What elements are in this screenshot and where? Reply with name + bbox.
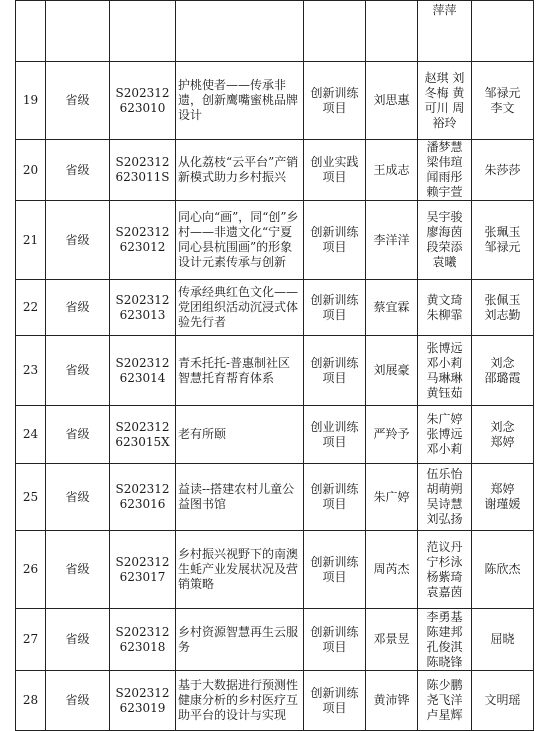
- cell-name: [176, 531, 304, 609]
- cell-type: [304, 280, 366, 336]
- cell-members: [418, 609, 472, 671]
- cell-members-text: 李勇基 陈建邦 孔俊淇 陈晓锋: [426, 609, 463, 669]
- cell-members-text: 朱广婷 张博远 邓小莉: [426, 412, 463, 456]
- cell-advisor-text: 刘念 邵璐霞: [484, 355, 521, 385]
- cell-leader: [366, 406, 418, 464]
- cell-type-text: 创新训练 项目: [310, 225, 359, 254]
- cell-name-text: 益读--搭建农村儿童公益图书馆: [178, 482, 295, 511]
- cell-code: [110, 609, 176, 671]
- cell-no: [16, 406, 46, 464]
- cell-code: [110, 280, 176, 336]
- table-row: [16, 201, 534, 280]
- cell-code-text: S202312 623012: [115, 225, 170, 254]
- cell-leader: [366, 1, 418, 62]
- cell-members: [418, 336, 472, 406]
- cell-members-text: 潘梦慧 梁伟瑄 闻雨彤 赖宇萱: [426, 140, 463, 199]
- cell-no-text: 22: [22, 300, 39, 314]
- table-row: [16, 531, 534, 609]
- cell-advisor-text: 张珮玉 邹禄元: [484, 225, 521, 254]
- cell-no: [16, 609, 46, 671]
- cell-members: [418, 280, 472, 336]
- table-body: [16, 1, 534, 731]
- cell-members: [418, 464, 472, 531]
- cell-code: [110, 1, 176, 62]
- cell-no: [16, 280, 46, 336]
- cell-type: [304, 140, 366, 201]
- cell-level-text: 省级: [65, 427, 90, 441]
- cell-code-text: S202312 623015X: [115, 419, 170, 449]
- cell-name: [176, 464, 304, 531]
- cell-members-text: 张博远 邓小莉 马琳琳 黄钰茹: [426, 340, 463, 400]
- cell-members-text: 陈少鹏 尧飞洋 卢星辉: [426, 678, 463, 722]
- cell-leader-text: 邓景昱: [373, 632, 410, 646]
- cell-leader: [366, 62, 418, 140]
- cell-advisor: [472, 609, 534, 671]
- cell-type: [304, 1, 366, 62]
- cell-type-text: 创业训练 项目: [310, 419, 359, 449]
- cell-level: [46, 1, 110, 62]
- cell-leader-text: 蔡宜霖: [373, 300, 410, 314]
- table-row: [16, 406, 534, 464]
- cell-type: [304, 62, 366, 140]
- cell-no-text: 27: [22, 632, 39, 646]
- cell-no-text: 25: [22, 489, 39, 504]
- cell-advisor-text: 陈欣杰: [484, 562, 521, 576]
- cell-advisor: [472, 1, 534, 62]
- cell-level: [46, 140, 110, 201]
- cell-no: [16, 464, 46, 531]
- cell-type-text: 创业实践 项目: [310, 155, 359, 184]
- cell-members: [418, 201, 472, 280]
- table-row-continued: [16, 1, 534, 62]
- cell-advisor-text: 刘念 郑婷: [490, 419, 515, 449]
- cell-name-text: 乡村振兴视野下的南澳生蚝产业发展状况及营销策略: [178, 547, 299, 591]
- cell-no: [16, 531, 46, 609]
- cell-code-text: S202312 623013: [115, 292, 170, 322]
- cell-name-text: 从化荔枝“云平台”产销新模式助力乡村振兴: [178, 155, 299, 184]
- cell-type-text: 创新训练 项目: [310, 355, 359, 385]
- cell-leader: [366, 464, 418, 531]
- cell-name-text: 老有所颐: [178, 427, 227, 441]
- cell-level-text: 省级: [65, 693, 90, 707]
- cell-code-text: S202312 623019: [115, 685, 170, 715]
- cell-type-text: 创新训练 项目: [310, 685, 359, 715]
- cell-advisor: [472, 62, 534, 140]
- project-table: [15, 0, 534, 731]
- cell-name: [176, 62, 304, 140]
- cell-code-text: S202312 623018: [115, 624, 170, 654]
- cell-advisor: [472, 464, 534, 531]
- table-row: [16, 336, 534, 406]
- cell-name: [176, 336, 304, 406]
- cell-no-text: 28: [22, 693, 39, 707]
- cell-members-text: 伍乐怡 胡萌朔 吴诗慧 刘弘扬: [426, 467, 463, 526]
- cell-type: [304, 531, 366, 609]
- cell-advisor-text: 郑婷 谢瑾媛: [484, 482, 521, 511]
- cell-name-text: 青禾托托-普惠制社区智慧托育帮育体系: [178, 355, 291, 385]
- cell-members-text: 赵琪 刘 冬梅 黄 可川 周 裕玲: [424, 70, 465, 130]
- cell-advisor-text: 张佩玉 刘志勤: [484, 292, 521, 322]
- table-row: [16, 140, 534, 201]
- cell-level-text: 省级: [65, 363, 90, 377]
- cell-name-text: 护桃使者——传承非遗，创新鹰嘴蜜桃品牌设计: [178, 78, 299, 122]
- cell-code: [110, 140, 176, 201]
- cell-name-text: 同心向“画”，同“创”乡村——非遗文化“宁夏同心县杭围画”的形象设计元素传承与创新: [178, 210, 299, 269]
- cell-name-text: 基于大数据进行预测性健康分析的乡村医疗互助平台的设计与实现: [178, 678, 299, 722]
- cell-level: [46, 406, 110, 464]
- cell-name: [176, 609, 304, 671]
- cell-leader: [366, 336, 418, 406]
- cell-advisor: [472, 140, 534, 201]
- cell-type-text: 创新训练 项目: [310, 482, 359, 511]
- cell-advisor: [472, 280, 534, 336]
- cell-name-text: 乡村资源智慧再生云服务: [178, 624, 299, 654]
- cell-members: [418, 62, 472, 140]
- cell-no-text: 20: [22, 162, 39, 177]
- cell-level-text: 省级: [65, 93, 90, 107]
- cell-name-text: 传承经典红色文化——党团组织活动沉浸式体验先行者: [178, 285, 299, 329]
- cell-advisor: [472, 201, 534, 280]
- cell-members: 萍萍: [418, 1, 472, 62]
- cell-level: [46, 201, 110, 280]
- cell-level: [46, 464, 110, 531]
- cell-no-text: 19: [22, 93, 39, 107]
- cell-code-text: S202312 623010: [115, 85, 170, 115]
- cell-leader-text: 黄沛铧: [373, 693, 410, 707]
- cell-level: [46, 336, 110, 406]
- cell-code-text: S202312 623017: [115, 554, 170, 584]
- cell-advisor-text: 朱莎莎: [484, 162, 521, 177]
- cell-no: [16, 62, 46, 140]
- cell-leader: [366, 140, 418, 201]
- cell-advisor: [472, 406, 534, 464]
- cell-no-text: 21: [22, 232, 39, 247]
- cell-no: [16, 140, 46, 201]
- cell-leader: [366, 280, 418, 336]
- cell-level-text: 省级: [65, 632, 90, 646]
- cell-level: [46, 531, 110, 609]
- cell-leader-text: 朱广婷: [373, 489, 410, 504]
- cell-code: [110, 336, 176, 406]
- cell-leader-text: 李洋洋: [373, 232, 410, 247]
- cell-code: [110, 531, 176, 609]
- cell-members: [418, 531, 472, 609]
- cell-leader: [366, 531, 418, 609]
- cell-type-text: 创新训练 项目: [310, 85, 359, 115]
- cell-code: [110, 201, 176, 280]
- cell-type-text: 创新训练 项目: [310, 554, 359, 584]
- cell-name: [176, 280, 304, 336]
- cell-advisor: [472, 336, 534, 406]
- cell-name: [176, 406, 304, 464]
- document-page: [15, 0, 534, 731]
- cell-code: [110, 406, 176, 464]
- cell-code: [110, 464, 176, 531]
- cell-no-text: 26: [22, 562, 39, 576]
- cell-advisor-text: 邹禄元 李文: [484, 85, 521, 115]
- cell-no: [16, 336, 46, 406]
- cell-advisor-text: 文明瑶: [484, 693, 521, 707]
- cell-members-text: 范议丹 宁杉泳 杨紫琦 袁嘉茵: [426, 539, 463, 599]
- cell-no-text: 23: [22, 363, 39, 377]
- cell-level-text: 省级: [65, 489, 90, 504]
- cell-no: [16, 1, 46, 62]
- table-row: [16, 609, 534, 671]
- cell-type-text: 创新训练 项目: [310, 292, 359, 322]
- cell-members: [418, 140, 472, 201]
- cell-type: [304, 336, 366, 406]
- cell-advisor-text: 屈晓: [490, 632, 515, 646]
- cell-no-text: 24: [22, 427, 39, 441]
- cell-type: [304, 201, 366, 280]
- table-row: [16, 464, 534, 531]
- cell-type: [304, 406, 366, 464]
- cell-type-text: 创新训练 项目: [310, 624, 359, 654]
- cell-leader-text: 刘思惠: [373, 93, 410, 107]
- cell-level-text: 省级: [65, 232, 90, 247]
- cell-level: [46, 280, 110, 336]
- cell-leader-text: 严羚予: [373, 427, 410, 441]
- cell-leader: [366, 609, 418, 671]
- cell-members-text: 黄文琦 朱柳霏: [426, 292, 463, 322]
- cell-name: [176, 201, 304, 280]
- cell-advisor: [472, 531, 534, 609]
- cell-type: [304, 609, 366, 671]
- table-row: [16, 280, 534, 336]
- cell-leader-text: 刘展豪: [373, 363, 410, 377]
- cell-level: [46, 609, 110, 671]
- cell-leader-text: 周芮杰: [373, 562, 410, 576]
- cell-leader-text: 王成志: [373, 162, 410, 177]
- cell-leader: [366, 201, 418, 280]
- table-row: [16, 62, 534, 140]
- cell-level-text: 省级: [65, 300, 90, 314]
- cell-level-text: 省级: [65, 562, 90, 576]
- cell-no: [16, 201, 46, 280]
- cell-code-text: S202312 623011S: [115, 155, 170, 184]
- cell-members: [418, 406, 472, 464]
- cell-level: [46, 62, 110, 140]
- cell-code-text: S202312 623014: [115, 355, 170, 385]
- cell-code-text: S202312 623016: [115, 482, 170, 511]
- cell-name: [176, 140, 304, 201]
- cell-type: [304, 464, 366, 531]
- cell-level-text: 省级: [65, 162, 90, 177]
- cell-code: [110, 62, 176, 140]
- cell-members-text: 吴宇骏 廖海茵 段荣添 袁曦: [426, 210, 463, 269]
- cell-name: [176, 1, 304, 62]
